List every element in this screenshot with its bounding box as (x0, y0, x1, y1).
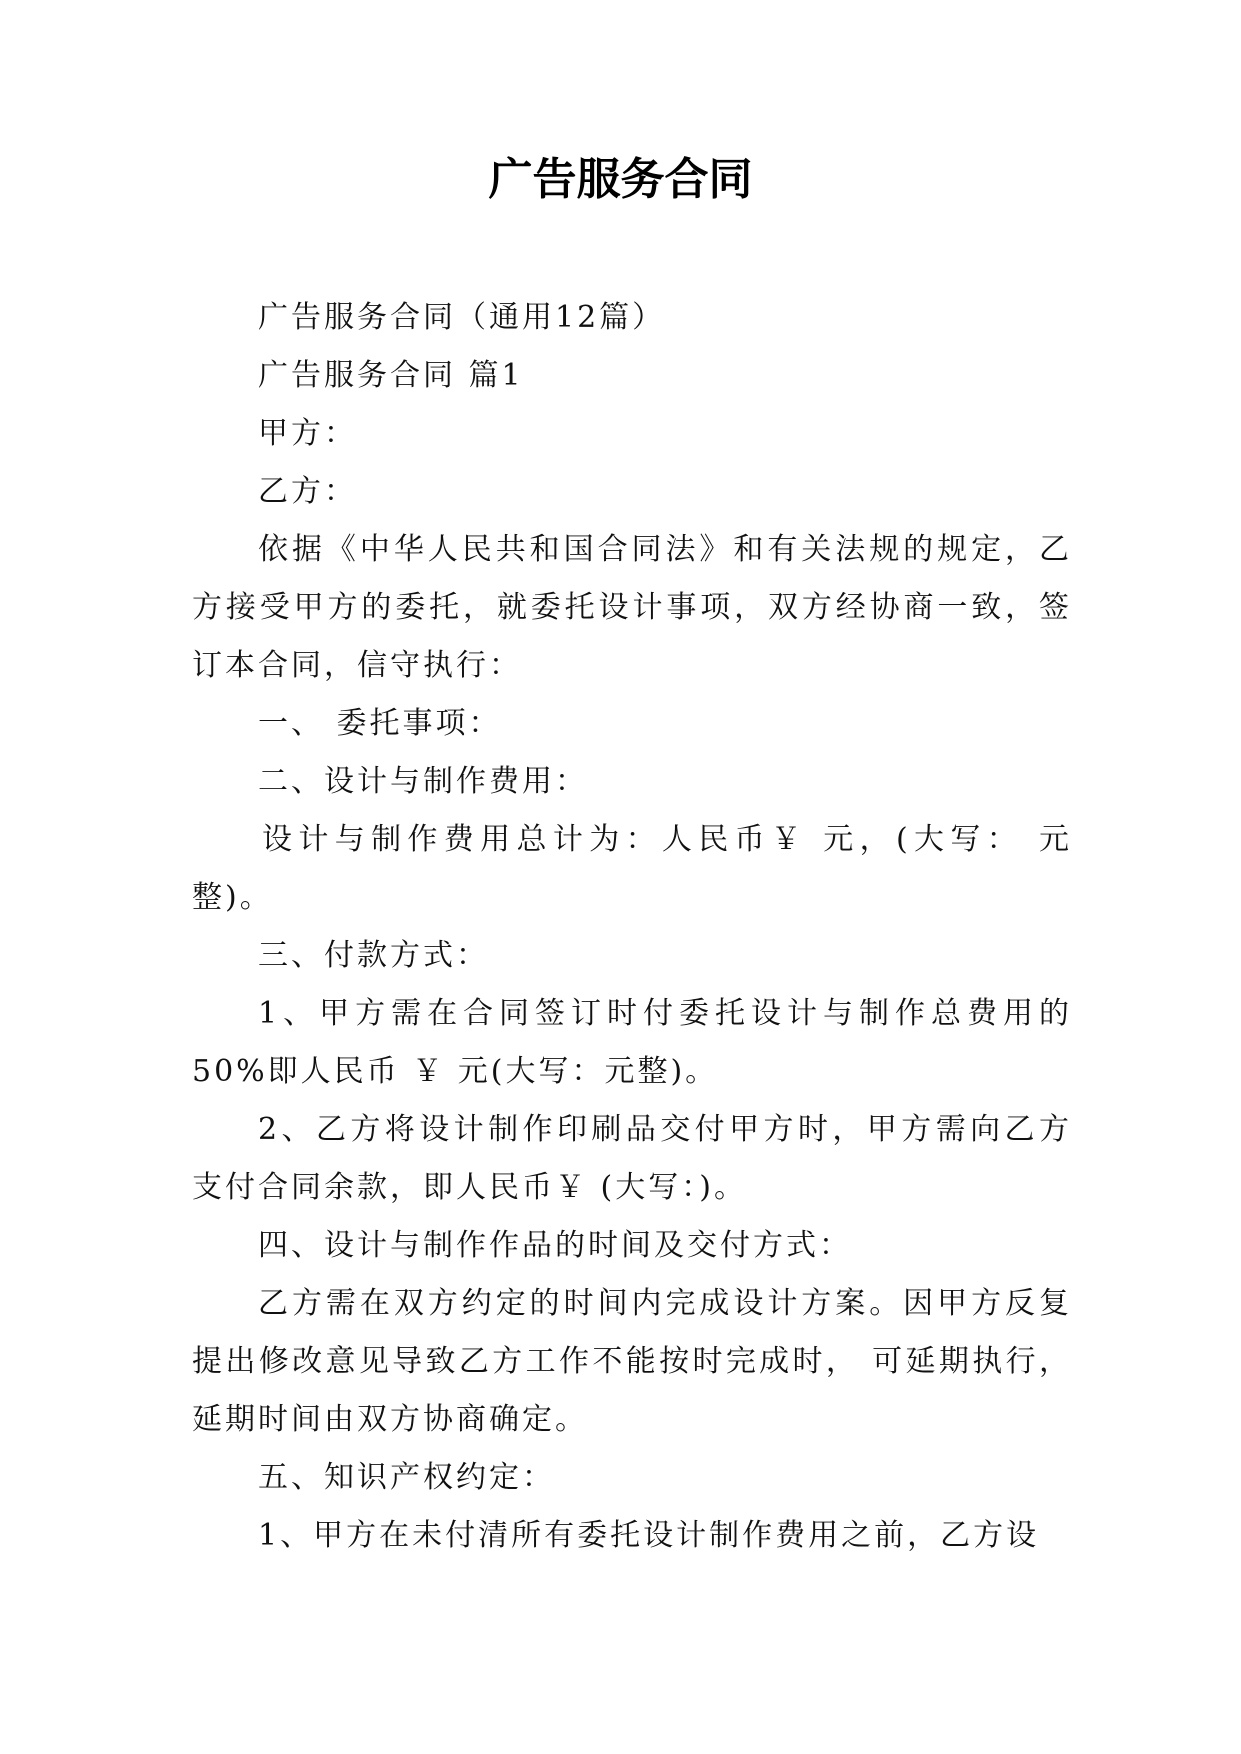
payment-item: 2、乙方将设计制作印刷品交付甲方时，甲方需向乙方支付合同余款，即人民币￥ (大写：)。 (192, 1112, 1072, 1205)
payment-item: 1、甲方需在合同签订时付委托设计与制作总费用的50%即人民币 ￥ 元(大写：元整)。 (192, 996, 1072, 1089)
clause-heading: 一、 委托事项： (258, 706, 502, 741)
clause-heading: 五、知识产权约定： (258, 1460, 555, 1495)
party-b-line: 乙方： (258, 474, 357, 509)
fee-paragraph: 设计与制作费用总计为：人民币￥ 元，(大写： 元整)。 (192, 822, 1072, 915)
delivery-paragraph: 乙方需在双方约定的时间内完成设计方案。因甲方反复提出修改意见导致乙方工作不能按时完成时， 可延期执行，延期时间由双方协商确定。 (192, 1286, 1072, 1437)
preamble-paragraph: 依据《中华人民共和国合同法》和有关法规的规定，乙方接受甲方的委托，就委托设计事项，双方经协商一致，签订本合同，信守执行： (192, 532, 1072, 683)
document-body (192, 289, 1072, 1565)
clause-heading: 四、设计与制作作品的时间及交付方式： (258, 1228, 852, 1263)
party-a-line: 甲方： (258, 416, 357, 451)
section-heading: 广告服务合同 篇1 (258, 358, 524, 393)
clause-heading: 三、付款方式： (258, 938, 489, 973)
document-title: 广告服务合同 (488, 154, 753, 205)
clause-heading: 二、设计与制作费用： (258, 764, 588, 799)
subtitle-paragraph: 广告服务合同（通用12篇） (258, 300, 666, 335)
ip-item: 1、甲方在未付清所有委托设计制作费用之前，乙方设 (258, 1518, 1040, 1553)
